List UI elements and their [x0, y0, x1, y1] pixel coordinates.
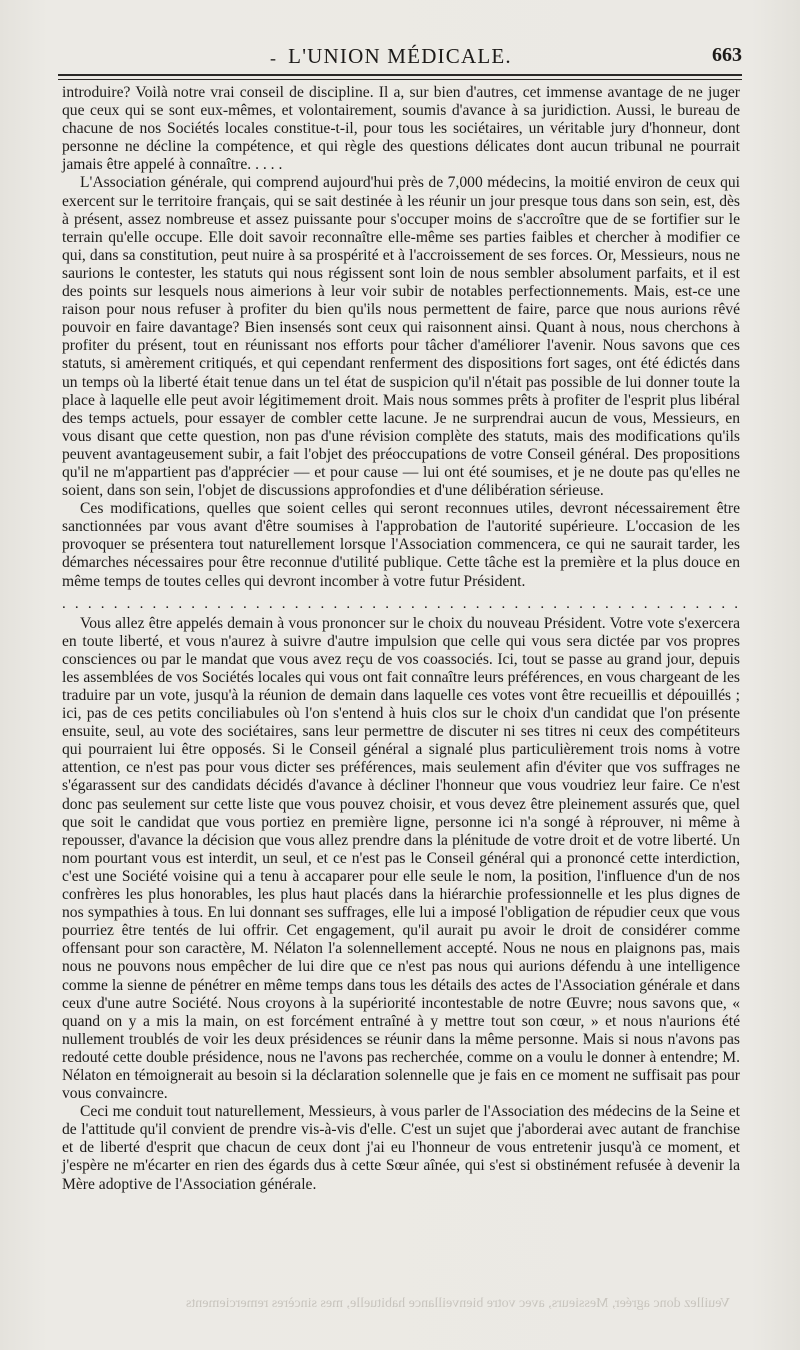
dotted-separator: . . . . . . . . . . . . . . . . . . . . . . . . . . . . . . . . . . . . . . . . . . . . . . . . . . . . .	[62, 595, 740, 612]
header-rule	[58, 74, 742, 80]
paragraph-4: Vous allez être appelés demain à vous prononcer sur le choix du nouveau Président. Votre vote s'exercera en toute liberté, et vous n'aurez à suivre d'autre impulsion que celle qui vous sera dictée par vos propres consciences ou par le mandat que vous avez reçu de vos coassociés. Ici, tout se passe au grand jour, depuis les assemblées de vos Sociétés locales qui vous ont fait connaître leurs préférences, en vous chargeant de les traduire par un vote, jusqu'à la réunion de demain dans laquelle ces votes vont être recueillis et dépouillés ; ici, pas de ces petits conciliabules où l'on s'entend à huis clos sur le choix d'un candidat que l'on présente ensuite, seul, au vote des sociétaires, sans leur permettre de discuter ni ses titres ni ceux des compétiteurs qui pourraient lui être opposés. Si le Conseil général a signalé plus particulièrement trois noms à votre attention, ce n'est pas pour vous dicter ses préférences, mais seulement afin d'éviter que vos suffrages ne s'égarassent sur des candidats décidés d'avance à décliner l'honneur que vous voudriez leur faire. Ce n'est donc pas seulement sur cette liste que vous pouvez choisir, et vous devez être pleinement assurés que, quel que soit le candidat que vous portiez en première ligne, personne ici n'a songé à réprouver, ni même à repousser, d'avance la décision que vous allez prendre dans la plénitude de votre droit et de votre liberté. Un nom pourtant vous est interdit, un seul, et ce n'est pas le Conseil général qui a prononcé cette interdiction, c'est une Société voisine qui a tenu à accaparer pour elle seule le nom, la position, l'influence d'un de nos confrères les plus honorables, les plus haut placés dans la hiérarchie professionnelle et les plus dignes de nos sympathies à tous. En lui donnant ses suffrages, elle lui a imposé l'obligation de répudier ceux que vous pourriez être tentés de lui offrir. Cet engagement, qu'il aurait pu avoir le droit de considérer comme offensant pour son caractère, M. Nélaton l'a solennellement accepté. Nous ne nous en plaignons pas, mais nous ne pouvons nous empêcher de lui dire que ce n'est pas nous qui aurions défendu à une intelligence comme la sienne de pénétrer en même temps dans tous les détails des actes de l'Association générale et dans ceux d'une autre Société. Nous croyons à la supériorité incontestable de notre Œuvre; nous savons que, « quand on y a mis la main, on est forcément entraîné à y mettre tout son cœur, » et nous n'aurions été nullement troublés de voir les deux présidences se réunir dans la même personne. Mais si nous n'avons pas redouté cette double présidence, nous ne l'avons pas recherchée, comme on a voulu le donner à entendre; M. Nélaton en témoignerait au besoin si la déclaration solennelle que je fais en ce moment ne suffisait pas pour vous convaincre.	[62, 614, 740, 1103]
paragraph-3: Ces modifications, quelles que soient celles qui seront reconnues utiles, devront nécessairement être sanctionnées par vous avant d'être soumises à l'approbation de l'autorité supérieure. L'occasion de les provoquer se présentera tout naturellement lorsque l'Association commencera, ce qui ne saurait tarder, les démarches nécessaires pour être reconnue d'utilité publique. Cette tâche est la première et la plus douce en même temps de toutes celles qui devront incomber à votre futur Président.	[62, 500, 740, 590]
paragraph-2: L'Association générale, qui comprend aujourd'hui près de 7,000 médecins, la moitié environ de ceux qui exercent sur le territoire français, qui se sait destinée à les réunir un jour presque tous dans son sein, est, dès à présent, assez nombreuse et assez puissante pour s'occuper moins de s'accroître que de se fortifier sur le terrain qu'elle occupe. Elle doit savoir reconnaître elle-même ses parties faibles et chercher à modifier ce qui, dans sa constitution, peut nuire à sa prospérité et à l'accroissement de ses forces. Or, Messieurs, nous ne saurions le contester, les statuts qui nous régissent sont loin de nous sembler absolument parfaits, et il est des points sur lesquels nous aimerions à leur voir subir de notables perfectionnements. Mais, est-ce une raison pour nous refuser à profiter du bien qu'ils nous permettent de faire, parce que nous aurions rêvé pouvoir en faire davantage? Bien insensés sont ceux qui raisonnent ainsi. Quant à nous, nous cherchons à profiter du présent, tout en réunissant nos efforts pour tâcher d'améliorer l'avenir. Nous savons que ces statuts, si amèrement critiqués, et qui cependant renferment des dispositions fort sages, ont été édictés dans un temps où la liberté était tenue dans un tel état de suspicion qu'il n'était pas possible de lui donner toute la place à laquelle elle peut avoir légitimement droit. Mais nous sommes prêts à profiter de l'esprit plus libéral des temps actuels, pour essayer de combler cette lacune. Je ne surprendrai aucun de vous, Messieurs, en vous disant que cette question, non pas d'une révision complète des statuts, mais des modifications qu'ils peuvent avantageusement subir, a fait l'objet des préoccupations de votre Conseil général. Des propositions qu'il ne m'appartient pas d'apprécier — et pour cause — lui ont été soumises, et je ne doute pas qu'elles ne soient, dans son sein, l'objet de discussions approfondies et d'une délibération sérieuse.	[62, 174, 740, 500]
running-header	[58, 44, 742, 74]
page-number: 663	[712, 44, 742, 66]
article-body	[62, 84, 740, 1194]
journal-title: L'UNION MÉDICALE.	[288, 44, 512, 68]
bleed-through-text: Veuillez donc agréer, Messieurs, avec votre bienveillance habituelle, mes sincères remerciements	[185, 1296, 730, 1311]
paragraph-1: introduire? Voilà notre vrai conseil de discipline. Il a, sur bien d'autres, cet immense avantage de ne juger que ceux qui se sont eux-mêmes, et volontairement, soumis d'avance à sa juridiction. Aussi, le bureau de chacune de nos Sociétés locales constitue-t-il, pour tous les sociétaires, un véritable jury d'honneur, dont personne ne décline la compétence, et qui règle des questions délicates dont aucun tribunal ne pourrait jamais être appelé à connaître. . . . .	[62, 84, 740, 174]
header-dash: -	[270, 48, 276, 68]
paragraph-5: Ceci me conduit tout naturellement, Messieurs, à vous parler de l'Association des médecins de la Seine et de l'attitude qu'il convient de prendre vis-à-vis d'elle. C'est un sujet que j'aborderai avec autant de franchise et de liberté d'esprit que chacun de ceux dont j'ai eu l'honneur de vous entretenir jusqu'à ce moment, et j'espère ne m'écarter en rien des égards dus à cette Sœur aînée, qui s'est si obstinément refusée à devenir la Mère adoptive de l'Association générale.	[62, 1103, 740, 1193]
